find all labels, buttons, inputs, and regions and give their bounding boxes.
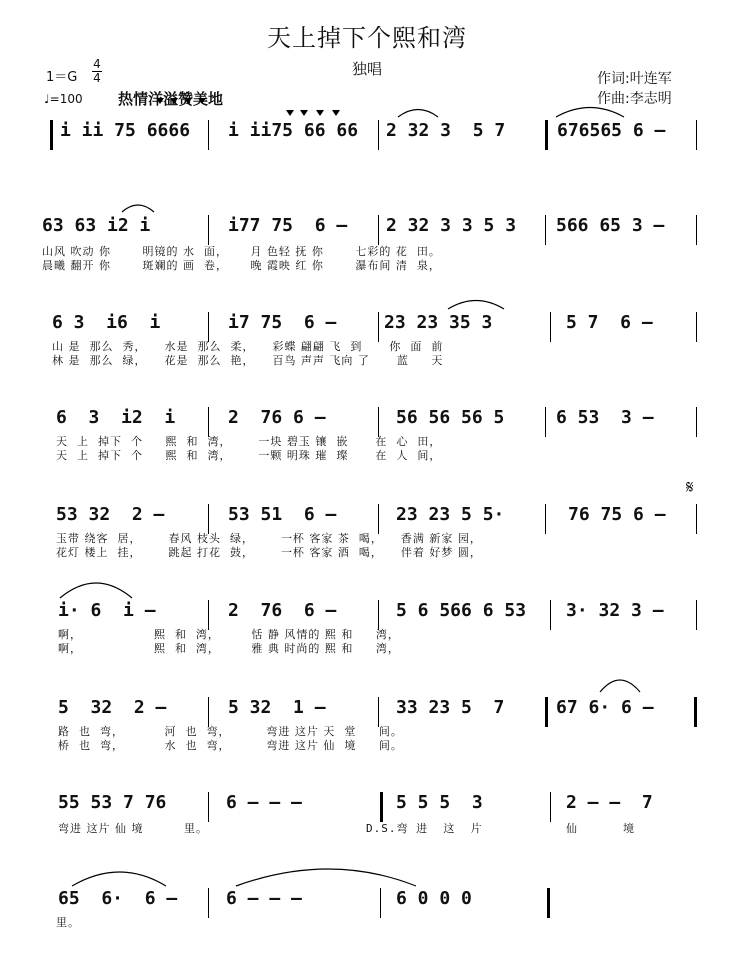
lyric-verse-1: 天 上 掉下 个 熙 和 湾， 一块 碧玉 镶 嵌 在 心 田，	[56, 435, 442, 448]
accent-marks	[156, 98, 206, 104]
lyric-verse-2: 桥 也 弯， 水 也 弯， 弯进 这片 仙 境 间。	[58, 739, 403, 752]
slur	[556, 108, 624, 118]
key-signature: 1＝G	[46, 70, 78, 85]
lyric-verse-2: 花灯 楼上 挂， 跳起 打花 鼓， 一杯 客家 酒 喝， 伴着 好梦 圆，	[56, 546, 482, 559]
tie	[72, 872, 166, 886]
measure: 6 – – –	[226, 792, 302, 813]
measure: 5 5 5 3	[396, 792, 483, 813]
measure: 23 23 35 3	[384, 312, 493, 333]
lyric-verse-2: 啊， 熙 和 湾， 雅 典 时尚的 熙 和 湾，	[58, 642, 400, 655]
measure: 2 – – 7	[566, 792, 653, 813]
measure: 5 6 566 6 53	[396, 600, 527, 621]
lyric-verse-1: 玉带 绕客 居， 春风 枝头 绿， 一杯 客家 茶 喝， 香满 新家 园，	[56, 532, 482, 545]
lyricist-credit: 作词:叶连军	[597, 71, 672, 87]
measure: i77 75 6 –	[228, 215, 348, 236]
measure: 3· 32 3 –	[566, 600, 664, 621]
measure: 53 51 6 –	[228, 504, 337, 525]
measure: 67 6· 6 –	[556, 697, 654, 718]
measure: 566 65 3 –	[556, 215, 665, 236]
measure: 55 53 7 76	[58, 792, 167, 813]
lyric-line: 仙 境	[566, 822, 635, 835]
slur	[448, 301, 504, 310]
measure: i ii75 66 66	[228, 120, 359, 141]
measure: 56 56 56 5	[396, 407, 505, 428]
measure: 23 23 5 5·	[396, 504, 505, 525]
measure: 6 3 i2 i	[56, 407, 176, 428]
time-bottom: 4	[93, 71, 101, 85]
measure: 2 32 3 5 7	[386, 120, 506, 141]
measure: i· 6 i –	[58, 600, 156, 621]
measure: 6 0 0 0	[396, 888, 472, 909]
slur	[600, 680, 640, 692]
measure: 5 32 2 –	[58, 697, 167, 718]
lyric-verse-2: 林 是 那么 绿， 花是 那么 艳， 百鸟 声声 飞向 了 蓝 天	[52, 354, 444, 367]
dal-segno-lyric: D.S.弯 进 这 片	[366, 822, 483, 835]
measure: 5 7 6 –	[566, 312, 653, 333]
measure: 5 32 1 –	[228, 697, 326, 718]
composer-credit: 作曲:李志明	[597, 91, 672, 107]
tie	[236, 869, 416, 886]
time-top: 4	[93, 57, 101, 71]
lyric-verse-2: 晨曦 翻开 你 斑斓的 画 卷， 晚 霞映 红 你 瀑布间 清 泉，	[42, 259, 441, 272]
lyric-verse-1: 山风 吹动 你 明镜的 水 面， 月 色轻 抚 你 七彩的 花 田。	[42, 245, 441, 258]
slur	[122, 205, 154, 212]
lyric-verse-1: 啊， 熙 和 湾， 恬 静 风情的 熙 和 湾，	[58, 628, 400, 641]
measure: 6 3 i6 i	[52, 312, 161, 333]
accent-marks	[286, 110, 340, 116]
measure: 65 6· 6 –	[58, 888, 178, 909]
measure: 2 76 6 –	[228, 407, 326, 428]
lyric-verse-1: 山 是 那么 秀， 水是 那么 柔， 彩蝶 翩翩 飞 到 你 面 前	[52, 340, 444, 353]
segno-icon: 𝄋	[686, 477, 694, 498]
measure: 53 32 2 –	[56, 504, 165, 525]
expression-mark: 热情洋溢赞美地	[118, 90, 224, 108]
lyric-verse-1: 路 也 弯， 河 也 弯， 弯进 这片 天 堂 间。	[58, 725, 403, 738]
measure: 6 53 3 –	[556, 407, 654, 428]
measure: 76 75 6 –	[568, 504, 666, 525]
lyric-line: 里。	[56, 916, 80, 929]
measure: 33 23 5 7	[396, 697, 505, 718]
song-title: 天上掉下个熙和湾	[267, 24, 467, 52]
measure: 676565 6 –	[557, 120, 666, 141]
measure: i ii 75 6666	[60, 120, 191, 141]
lyric-verse-2: 天 上 掉下 个 熙 和 湾， 一颗 明珠 璀 璨 在 人 间，	[56, 449, 442, 462]
measure: 63 63 i2 i	[42, 215, 151, 236]
tempo-mark: ♩=100	[44, 92, 83, 106]
song-subtitle: 独唱	[351, 60, 382, 78]
measure: 2 32 3 3 5 3	[386, 215, 517, 236]
measure: 2 76 6 –	[228, 600, 337, 621]
slur	[60, 583, 132, 598]
lyric-line: 弯进 这片 仙 境 里。	[58, 822, 208, 835]
measure: i7 75 6 –	[228, 312, 337, 333]
measure: 6 – – –	[226, 888, 302, 909]
slur	[398, 110, 438, 118]
